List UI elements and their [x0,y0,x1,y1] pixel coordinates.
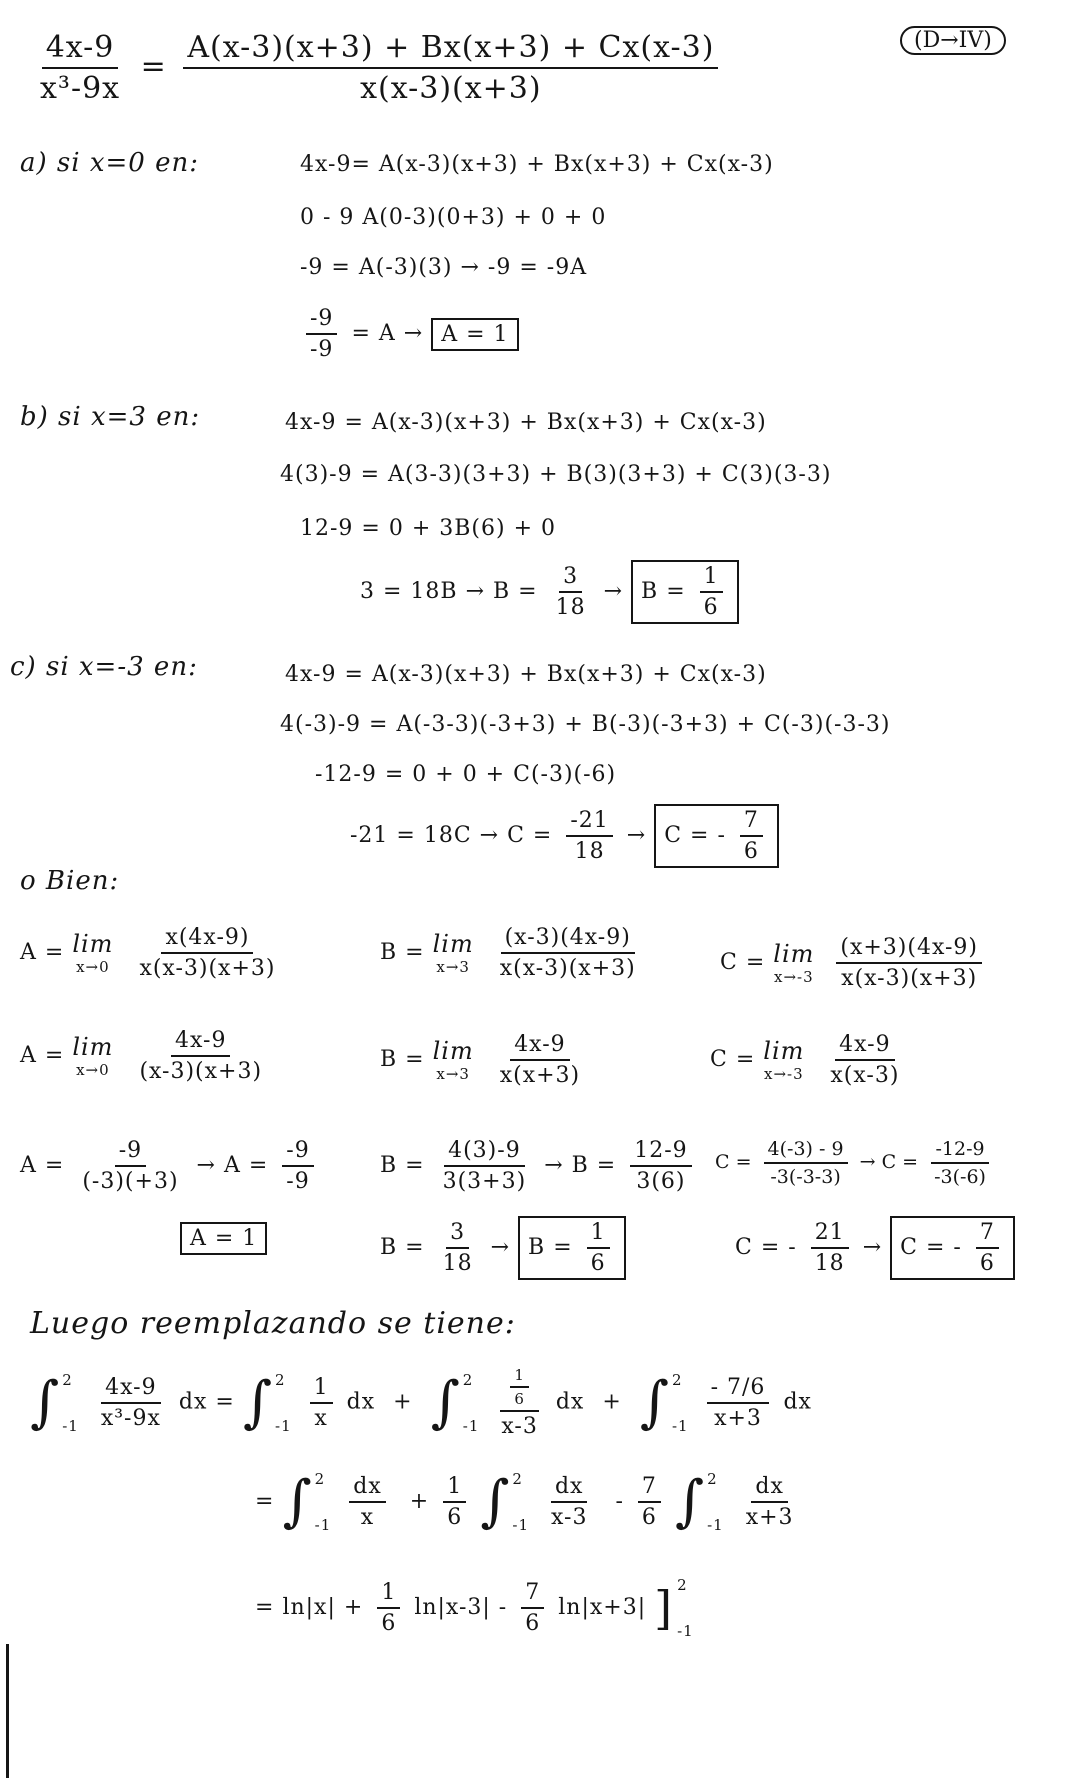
fraction-numerator: 4x-9 [101,1375,160,1404]
fraction-denominator: x+3 [745,1505,794,1530]
upper-bound: 2 [707,1470,718,1488]
fraction-numerator: (x-3)(4x-9) [501,925,635,954]
limit-b-2 [380,1032,590,1088]
fraction-denominator: x(x+3) [499,1063,581,1088]
lower-bound: -1 [62,1416,79,1435]
lower-bound: -1 [671,1416,689,1435]
fraction-denominator: 18 [814,1251,845,1276]
fraction-denominator: -9 [286,1169,310,1194]
fraction-denominator: 6 [381,1611,397,1636]
result-box-c [654,804,779,868]
limit-fraction [496,1032,584,1088]
box-fraction [976,1220,999,1276]
lhs: B = [380,940,425,965]
part-a-fraction [306,306,337,362]
fraction-numerator: 4(3)-9 [444,1138,525,1167]
lhs: C = [710,1047,756,1072]
fraction-denominator: 18 [555,595,586,620]
limit-operator [433,930,474,976]
fraction-denominator: x-3 [501,1414,538,1439]
part-b-line-1: 4x-9 = A(x-3)(x+3) + Bx(x+3) + Cx(x-3) [285,410,767,435]
fraction-denominator: x+3 [714,1405,762,1431]
arrow: → [626,823,647,848]
integral-line-2 [255,1470,804,1534]
lim-word: lim [432,1037,474,1065]
lhs: B = [380,1235,425,1260]
lower-bound: -1 [512,1516,529,1534]
part-b-fraction [552,564,590,620]
part-a-label: a) si x=0 en: [20,148,199,178]
fraction-numerator: 1 [510,1366,529,1388]
arrow: → [603,579,624,604]
final-a [180,1222,267,1255]
part-b-line-4 [360,560,739,624]
final-b [380,1216,626,1280]
integrand-2 [497,1366,541,1439]
box-lhs: B = [641,579,686,604]
part-c-line-3: -12-9 = 0 + 0 + C(-3)(-6) [315,762,617,787]
integral-sign: ∫ 2 -1 [639,1369,689,1435]
fraction-denominator: 6 [979,1251,995,1276]
fraction-denominator: 6 [743,839,759,864]
limit-fraction [826,1032,903,1088]
limit-fraction [135,925,279,981]
fraction-numerator: -21 [566,808,612,837]
differential: dx [346,1389,376,1415]
alternative-label: o Bien: [20,866,120,896]
result-box-a-alt: A = 1 [180,1222,267,1255]
fraction-numerator: 1 [700,564,723,593]
fraction-numerator: dx [751,1474,788,1503]
lim-word: lim [432,930,474,958]
lhs: C = [720,950,766,975]
equals-sign: = [140,49,167,84]
integral-line-1 [30,1366,812,1439]
fraction-denominator: 6 [525,1611,541,1636]
fraction-denominator: x-3 [551,1505,588,1530]
fraction-numerator: 1 [310,1375,333,1404]
limit-c-2 [710,1032,909,1088]
substitution-label: Luego reemplazando se tiene: [30,1306,516,1341]
lhs: A = [20,1153,65,1178]
log-term-3: ln|x+3| [558,1595,647,1620]
final-fraction [439,1220,477,1276]
part-c-line-2: 4(-3)-9 = A(-3-3)(-3+3) + B(-3)(-3+3) + C(-3)(-3-3) [280,712,891,737]
plus-sign: + [409,1489,430,1514]
part-b-line-2: 4(3)-9 = A(3-3)(3+3) + B(3)(3+3) + C(3)(3-3) [280,462,832,487]
eval-fraction-2 [282,1138,313,1194]
box-fraction [740,808,763,864]
upper-bound: 2 [62,1370,73,1389]
fraction-numerator: 4(-3) - 9 [764,1138,848,1164]
box-lhs: C = - [900,1235,962,1260]
fraction-numerator: 1 [587,1220,610,1249]
fraction-denominator: 3(3+3) [442,1169,527,1194]
arrow: → [490,1235,511,1260]
evaluation-bracket [654,1576,694,1640]
coefficient-1 [443,1474,466,1530]
lim-sub: x→0 [76,958,110,976]
limit-operator [433,1037,474,1083]
fraction-numerator [500,1366,539,1412]
part-b-line-3: 12-9 = 0 + 3B(6) + 0 [300,516,557,541]
minus-sign: - [615,1489,624,1514]
fraction-denominator: (x-3)(x+3) [139,1059,263,1084]
lim-sub: x→-3 [774,968,814,986]
integrand-2 [547,1474,591,1530]
integral-sign: ∫ 2 -1 [30,1369,79,1435]
limit-b-1 [380,925,646,981]
fraction-denominator: -3(-3-3) [770,1166,841,1188]
result-box-c-alt [890,1216,1015,1280]
part-c-fraction [566,808,612,864]
integrand-1 [349,1474,386,1530]
fraction-numerator: 3 [559,564,582,593]
lhs: C = [715,1151,752,1173]
eval-b [380,1138,698,1194]
fraction-denominator: x(x-3)(x+3) [841,966,978,991]
lower-bound: -1 [677,1622,694,1640]
lim-word: lim [72,930,114,958]
fraction-denominator: x(x-3)(x+3) [139,956,276,981]
box-fraction [700,564,723,620]
limit-fraction [496,925,640,981]
fraction-denominator: 6 [703,595,719,620]
fraction-numerator: -9 [115,1138,146,1167]
identity-equation [30,30,724,106]
result-box-b [631,560,739,624]
fraction-numerator: - 7/6 [707,1375,770,1404]
coefficient-2 [638,1474,661,1530]
part-a-line-4 [300,306,519,362]
limit-operator [72,930,113,976]
fraction-numerator: 7 [521,1580,544,1609]
part-c-line-1: 4x-9 = A(x-3)(x+3) + Bx(x+3) + Cx(x-3) [285,662,767,687]
eval-c [715,1138,996,1188]
lower-bound: -1 [275,1416,292,1435]
integral-sign: ∫ 2 -1 [480,1469,529,1534]
limit-operator [763,1037,804,1083]
equals-sign: = [255,1489,275,1514]
differential: dx [555,1389,585,1415]
integrand-3 [742,1474,798,1530]
eval-a [20,1138,320,1194]
eval-fraction-2 [930,1138,990,1188]
integrand-0 [97,1375,165,1431]
lim-word: lim [763,1037,805,1065]
coefficient-1 [377,1580,400,1636]
lim-word: lim [72,1033,114,1061]
fraction-numerator: dx [551,1474,588,1503]
fraction-denominator: (-3)(+3) [82,1169,179,1194]
inner-fraction [510,1366,529,1408]
fraction-numerator: 4x-9 [171,1028,230,1057]
limit-a-2 [20,1028,272,1084]
eval-fraction-1 [439,1138,531,1194]
lhs: B = [380,1153,425,1178]
lower-bound: -1 [707,1516,724,1534]
box-lhs: B = [528,1235,573,1260]
part-a-line-2: 0 - 9 A(0-3)(0+3) + 0 + 0 [300,205,607,230]
integral-sign: ∫ 2 -1 [242,1369,292,1435]
fraction-denominator: 6 [590,1251,606,1276]
part-c-line-4 [350,804,779,868]
section-tag: (D→IV) [900,26,1006,55]
fraction-numerator: -9 [282,1138,313,1167]
eval-fraction-1 [78,1138,182,1194]
fraction-numerator: 1 [377,1580,400,1609]
result-box-a: A = 1 [431,318,518,351]
eval-fraction-1 [764,1138,848,1188]
fraction-numerator: 7 [740,808,763,837]
fraction-numerator: x(4x-9) [161,925,253,954]
part-c-expression: -21 = 18C → C = [350,823,553,848]
fraction-denominator: 6 [447,1505,463,1530]
lim-sub: x→3 [436,958,470,976]
arrow: → [862,1235,883,1260]
upper-bound: 2 [512,1470,523,1488]
lhs: B = [380,1047,425,1072]
fraction-numerator: 12-9 [630,1138,691,1167]
fraction-denominator: 18 [574,839,605,864]
upper-bound: 2 [275,1370,286,1389]
part-b-label: b) si x=3 en: [20,402,201,432]
result-box-b-alt [518,1216,626,1280]
lim-sub: x→0 [76,1061,110,1079]
fraction-denominator: -3(-6) [934,1166,986,1188]
log-term-2: ln|x-3| - [414,1595,508,1620]
antiderivative-line [255,1576,694,1640]
fraction-numerator: 7 [638,1474,661,1503]
part-a-line-1: 4x-9= A(x-3)(x+3) + Bx(x+3) + Cx(x-3) [300,152,774,177]
coefficient-2 [521,1580,544,1636]
lower-bound: -1 [314,1516,332,1534]
fraction-numerator: 7 [976,1220,999,1249]
box-lhs: C = - [664,823,726,848]
lhs-fraction [36,30,124,106]
fraction-numerator: dx [349,1474,386,1503]
lhs-denominator: x³-9x [40,71,121,106]
part-b-expression: 3 = 18B → B = [360,579,538,604]
upper-bound: 2 [671,1370,683,1389]
fraction-denominator: 6 [641,1505,657,1530]
fraction-denominator: 6 [514,1390,525,1408]
rhs-numerator: A(x-3)(x+3) + Bx(x+3) + Cx(x-3) [183,30,718,69]
part-a-line-3: -9 = A(-3)(3) → -9 = -9A [300,255,588,280]
fraction-numerator: 4x-9 [835,1032,894,1061]
lower-bound: -1 [462,1416,480,1435]
integrand-3 [707,1375,770,1431]
final-c [735,1216,1015,1280]
upper-bound: 2 [677,1576,688,1594]
fraction-denominator: x [360,1505,375,1530]
limit-c-1 [720,935,988,991]
limit-operator [773,940,814,986]
part-c-label: c) si x=-3 en: [10,652,198,682]
lim-word: lim [773,940,815,968]
limit-fraction [135,1028,266,1084]
fraction-denominator: 3(6) [636,1169,686,1194]
bracket-symbol: ] [654,1581,674,1635]
integral-sign: ∫ 2 -1 [282,1469,332,1534]
upper-bound: 2 [314,1470,326,1488]
fraction-denominator: -9 [310,337,334,362]
fraction-denominator: 18 [442,1251,473,1276]
fraction-numerator: 21 [811,1220,849,1249]
plus-sign: + [393,1389,413,1415]
differential: dx [178,1389,208,1415]
margin-line [6,1644,9,1778]
lhs: A = [20,1043,65,1068]
limit-fraction [836,935,982,991]
fraction-numerator: -9 [306,306,337,335]
rhs-denominator: x(x-3)(x+3) [360,71,542,106]
fraction-numerator: -12-9 [931,1138,988,1164]
equals-sign: = [215,1389,235,1415]
eval-fraction-2 [630,1138,691,1194]
fraction-numerator: 3 [446,1220,469,1249]
fraction-numerator: 4x-9 [510,1032,569,1061]
fraction-denominator: x(x-3) [830,1063,900,1088]
lim-sub: x→-3 [764,1065,804,1083]
fraction-denominator: x(x-3)(x+3) [499,956,636,981]
equals-sign: = [255,1595,275,1620]
log-term-1: ln|x| + [282,1595,364,1620]
arrow: → B = [544,1153,617,1178]
final-fraction [811,1220,849,1276]
integral-sign: ∫ 2 -1 [674,1469,724,1534]
arrow: → A = [196,1153,269,1178]
lhs: A = [20,940,65,965]
limit-a-1 [20,925,285,981]
lim-sub: x→3 [436,1065,470,1083]
rhs-fraction [183,30,718,106]
fraction-denominator: x³-9x [100,1405,161,1431]
differential: dx [783,1389,812,1415]
plus-sign: + [602,1389,622,1415]
lhs-numerator: 4x-9 [42,30,119,69]
lhs: C = - [735,1235,797,1260]
upper-bound: 2 [462,1370,474,1389]
limit-operator [72,1033,113,1079]
integrand-1 [310,1375,333,1431]
part-a-rest: = A → [351,321,424,346]
box-fraction [587,1220,610,1276]
fraction-numerator: (x+3)(4x-9) [836,935,982,964]
fraction-denominator: x [314,1405,328,1431]
fraction-numerator: 1 [443,1474,466,1503]
arrow: → C = [859,1151,919,1173]
integral-sign: ∫ 2 -1 [430,1369,480,1435]
